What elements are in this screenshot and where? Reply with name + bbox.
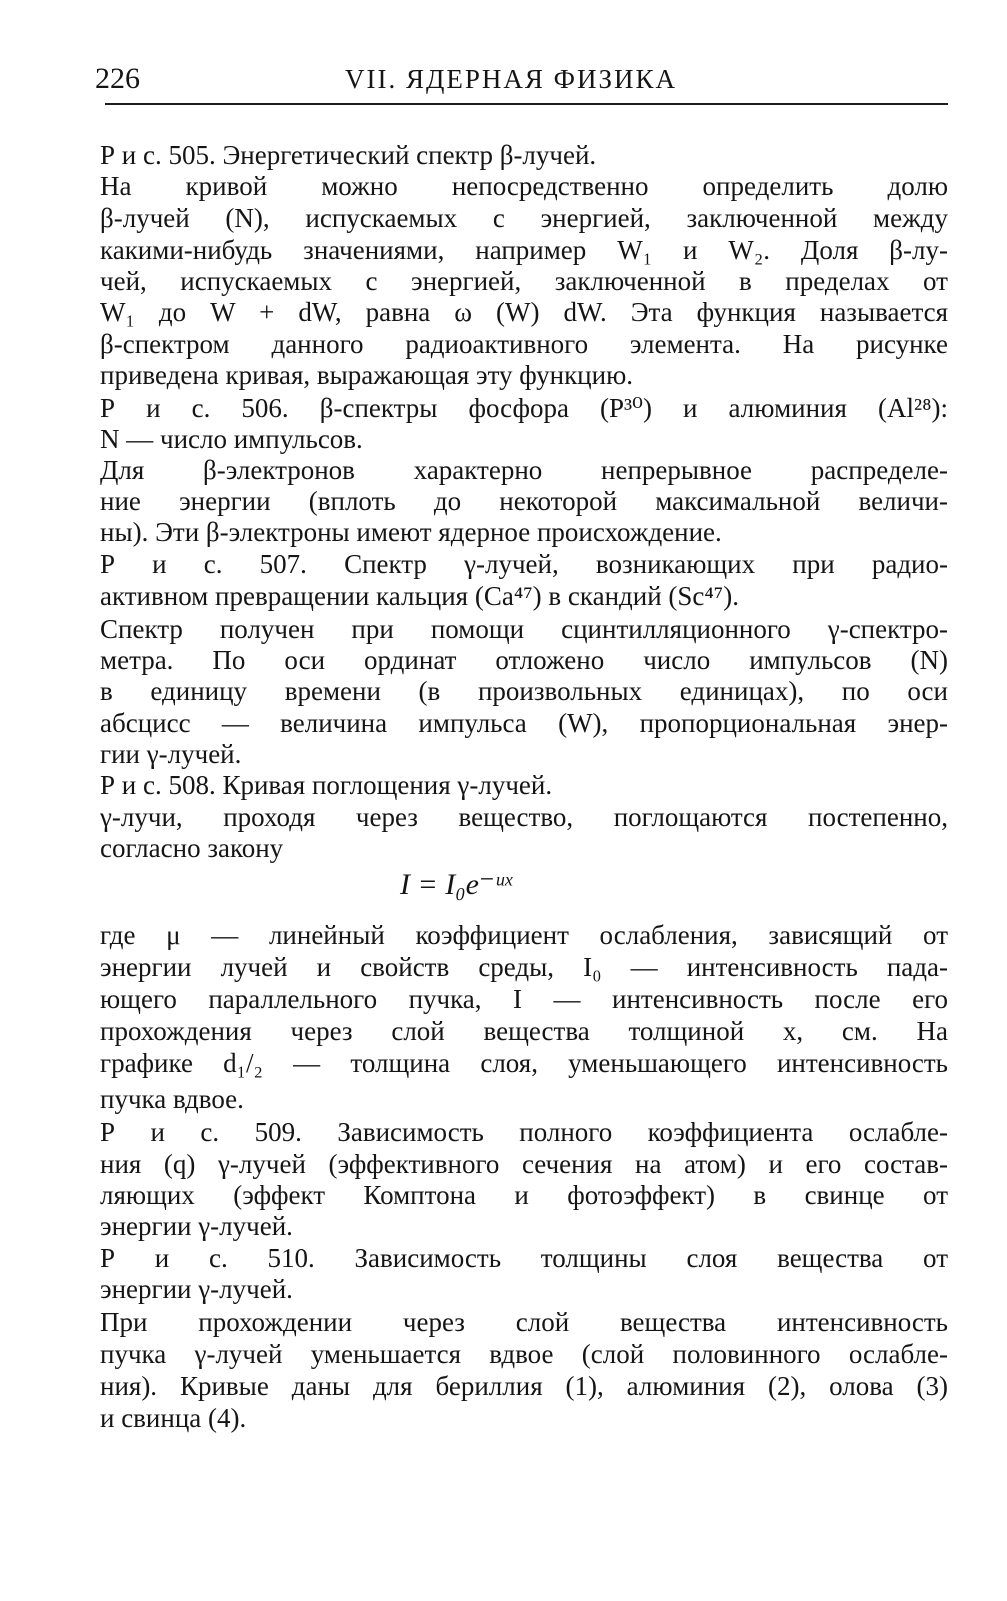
text-line: прохождения через слой вещества толщиной x, см. На [100,1016,948,1046]
text-line: ния). Кривые даны для бериллия (1), алюминия (2), олова (3) [100,1371,948,1401]
caption-fig-509: Р и с. 509. Зависимость полного коэффициента ослабле- [100,1117,948,1147]
text-line: в единицу времени (в произвольных единицах), по оси [100,676,948,706]
text-line: гии γ-лучей. [100,739,242,769]
page-header [95,62,948,102]
text-line: ляющих (эффект Комптона и фотоэффект) в свинце от [100,1180,948,1210]
absorption-formula: I = I₀e⁻ᵘˣ [400,868,513,901]
text-line: энергии лучей и свойств среды, I₀ — интенсивность пада- [100,952,948,982]
text-line: активном превращении кальция (Ca⁴⁷) в скандий (Sc⁴⁷). [100,581,739,611]
caption-fig-507: Р и с. 507. Спектр γ-лучей, возникающих при радио- [100,549,948,579]
text-line: β-лучей (N), испускаемых с энергией, заключенной между [100,203,948,233]
text-line: энергии γ-лучей. [100,1274,293,1304]
text-line: На кривой можно непосредственно определить долю [100,171,948,201]
text-line: ны). Эти β-электроны имеют ядерное происхождение. [100,517,722,547]
text-line: γ-лучи, проходя через вещество, поглощаются постепенно, [100,802,948,832]
text-line: какими-нибудь значениями, например W₁ и W₂. Доля β-лу- [100,235,948,265]
text-line: и свинца (4). [100,1403,247,1433]
page-number: 226 [95,62,140,95]
running-head: VII. ЯДЕРНАЯ ФИЗИКА [345,64,678,94]
text-line: пучка вдвое. [100,1084,244,1114]
text-line: ние энергии (вплоть до некоторой максимальной величи- [100,486,948,516]
text-line: абсцисс — величина импульса (W), пропорциональная энер- [100,708,948,738]
text-line: При прохождении через слой вещества интенсивность [100,1307,948,1337]
text-line: где μ — линейный коэффициент ослабления, зависящий от [100,920,948,950]
text-line: графике d₁/₂ — толщина слоя, уменьшающего интенсивность [100,1048,948,1078]
text-line: ющего параллельного пучка, I — интенсивность после его [100,984,948,1014]
caption-fig-506: Р и с. 506. β-спектры фосфора (P³⁰) и алюминия (Al²⁸): [100,393,948,423]
text-line: W₁ до W + dW, равна ω (W) dW. Эта функция называется [100,297,948,327]
caption-fig-508: Р и с. 508. Кривая поглощения γ-лучей. [100,770,553,800]
text-line: N — число импульсов. [100,424,363,454]
text-line: метра. По оси ординат отложено число импульсов (N) [100,645,948,675]
text-line: β-спектром данного радиоактивного элемента. На рисунке [100,329,948,359]
text-line: чей, испускаемых с энергией, заключенной в пределах от [100,266,948,296]
caption-fig-510: Р и с. 510. Зависимость толщины слоя вещества от [100,1243,948,1273]
text-line: согласно закону [100,833,284,863]
text-line: энергии γ-лучей. [100,1211,293,1241]
header-rule [105,103,948,105]
caption-fig-505: Р и с. 505. Энергетический спектр β-лучей. [100,140,597,170]
text-line: приведена кривая, выражающая эту функцию. [100,360,633,390]
text-line: пучка γ-лучей уменьшается вдвое (слой половинного ослабле- [100,1339,948,1369]
text-line: Спектр получен при помощи сцинтилляционного γ-спектро- [100,614,948,644]
text-line: Для β-электронов характерно непрерывное распределе- [100,455,948,485]
text-line: ния (q) γ-лучей (эффективного сечения на атом) и его состав- [100,1149,948,1179]
